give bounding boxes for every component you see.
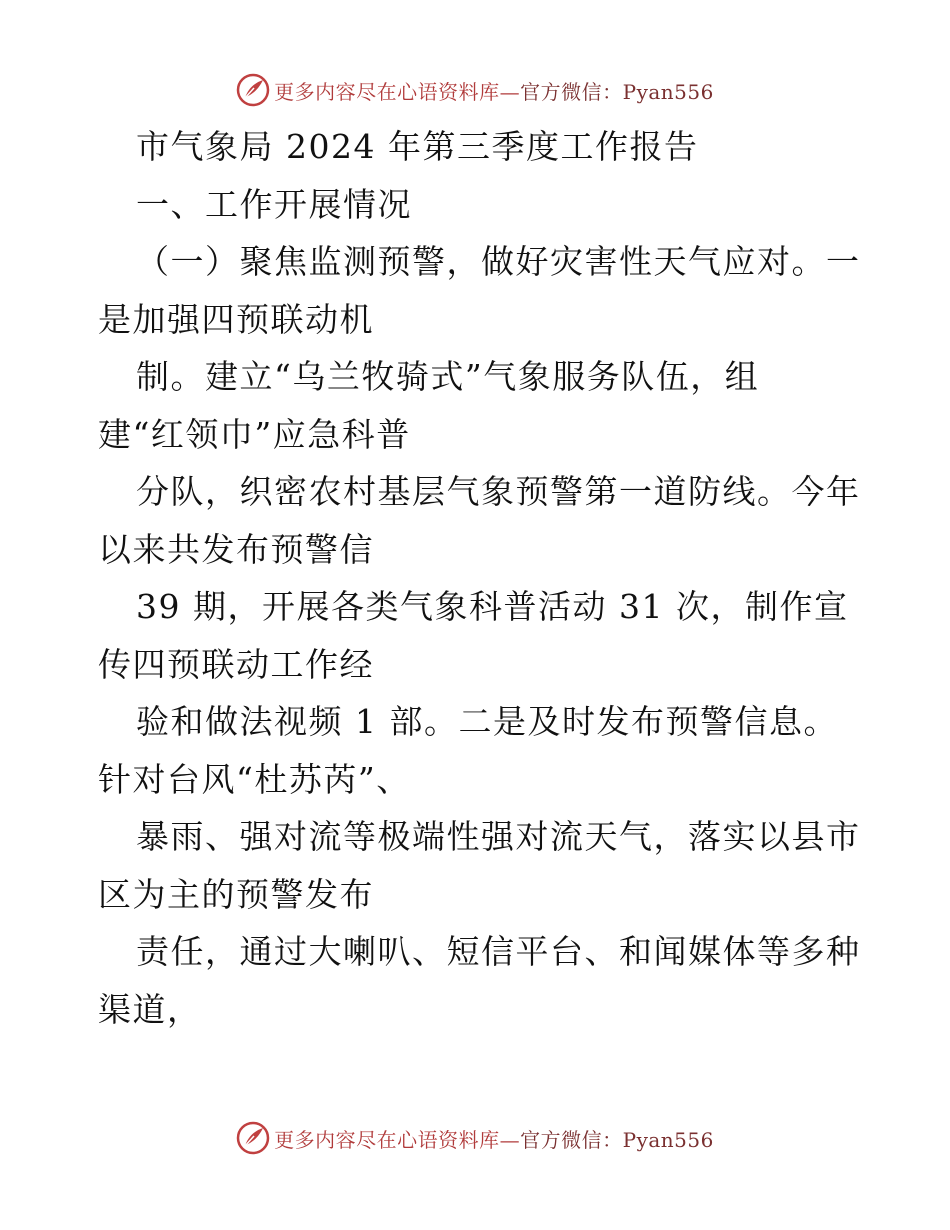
paragraph-line: 针对台风“杜苏芮”、: [98, 759, 411, 799]
feather-pen-logo-icon: [236, 73, 270, 107]
paragraph-line: 39 期，开展各类气象科普活动 31 次，制作宣: [136, 587, 849, 626]
watermark-text: 更多内容尽在心语资料库—官方微信：Pyan556: [274, 79, 714, 104]
paragraph-line: 区为主的预警发布: [98, 874, 374, 914]
paragraph-line: 是加强四预联动机: [98, 299, 374, 339]
paragraph-line: 暴雨、强对流等极端性强对流天气，落实以县市: [136, 817, 861, 856]
header-watermark-banner: [0, 70, 950, 110]
section-heading: 一、工作开展情况: [136, 184, 412, 224]
paragraph-line: 验和做法视频 1 部。二是及时发布预警信息。: [136, 702, 838, 741]
paragraph-line: 建“红领巾”应急科普: [98, 414, 411, 454]
watermark-text: 更多内容尽在心语资料库—官方微信：Pyan556: [274, 1127, 714, 1152]
paragraph-line: （一）聚焦监测预警，做好灾害性天气应对。一: [136, 242, 861, 281]
paragraph-line: 以来共发布预警信: [98, 529, 374, 569]
feather-pen-logo-icon: [236, 1121, 270, 1155]
document-body: [98, 118, 861, 1038]
paragraph-line: 传四预联动工作经: [98, 644, 374, 684]
paragraph-line: 渠道，: [98, 989, 202, 1029]
footer-watermark-banner: [0, 1118, 950, 1158]
paragraph-line: 责任，通过大喇叭、短信平台、和闻媒体等多种: [136, 932, 861, 971]
report-title: 市气象局 2024 年第三季度工作报告: [136, 127, 699, 166]
paragraph-line: 制。建立“乌兰牧骑式”气象服务队伍，组: [136, 357, 760, 396]
paragraph-line: 分队，织密农村基层气象预警第一道防线。今年: [136, 472, 861, 511]
